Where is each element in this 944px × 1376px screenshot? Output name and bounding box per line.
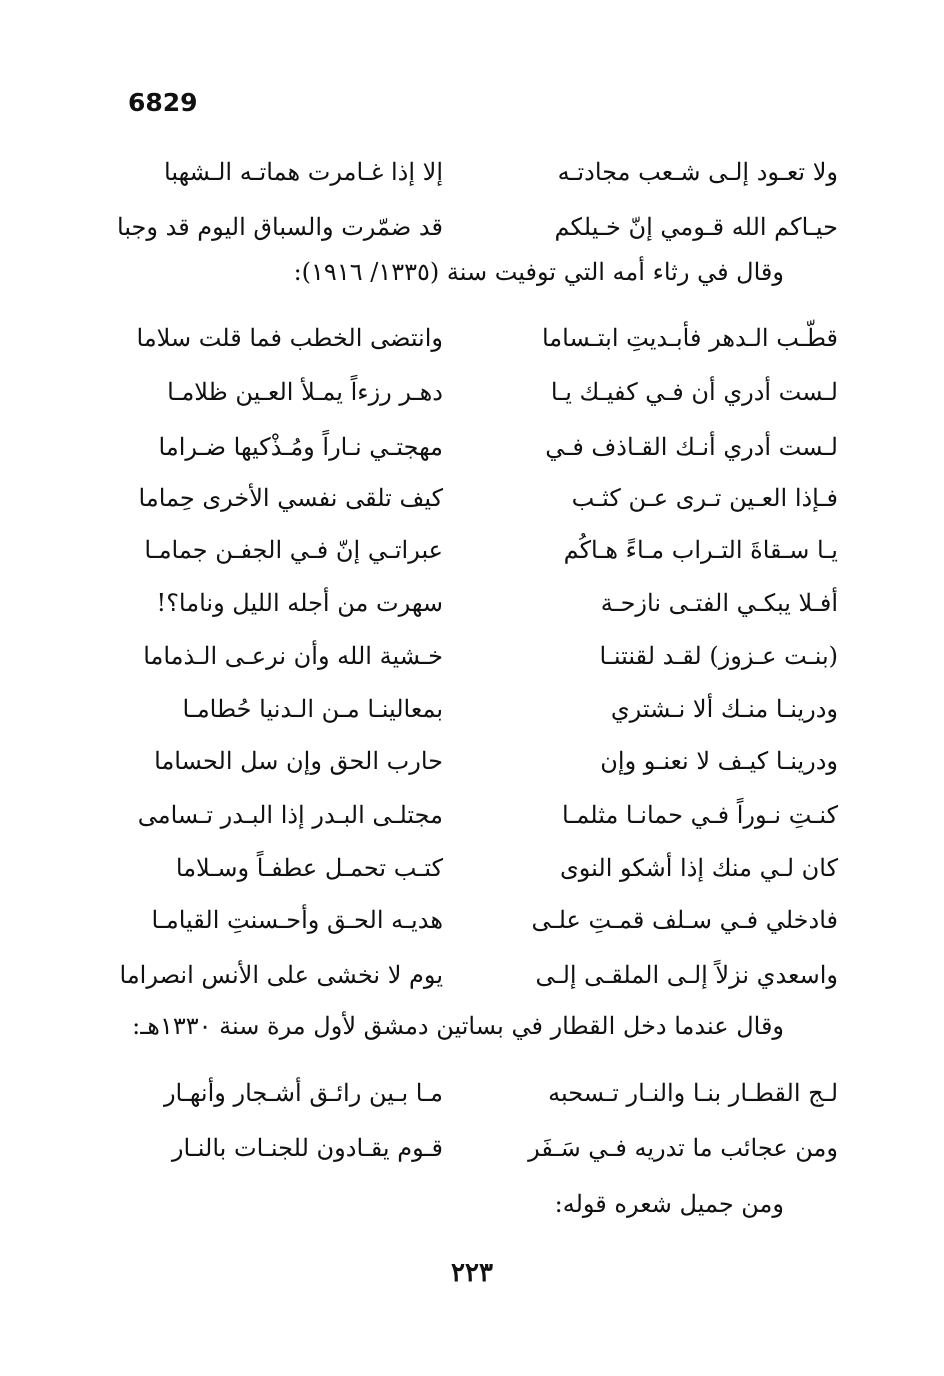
verse-second-hemistich: خـشية الله وأن نرعـى الـذماما: [143, 642, 443, 670]
verse-line: [128, 900, 838, 940]
verse-second-hemistich: دهـر رزءاً يمـلأ العـين ظلامـا: [167, 378, 443, 406]
verse-first-hemistich: ولا تعـود إلـى شـعب مجادتـه: [557, 158, 838, 186]
verse-first-hemistich: يـا سـقاةَ التـراب مـاءً هـاكُم: [563, 536, 838, 564]
verse-first-hemistich: ومن عجائب ما تدريه فـي سَـفَر: [528, 1134, 838, 1162]
verse-second-hemistich: مجتلـى البـدر إذا البـدر تـسامى: [137, 801, 443, 829]
verse-line: [128, 1128, 838, 1168]
verse-second-hemistich: كتـب تحمـل عطفـاً وسـلاما: [175, 854, 443, 882]
verse-line: [128, 1073, 838, 1113]
verse-second-hemistich: يوم لا نخشى على الأنس انصراما: [119, 961, 443, 989]
verse-line: [128, 741, 838, 781]
verse-second-hemistich: سهرت من أجله الليل وناما؟!: [156, 589, 443, 617]
section-intro-poem: ومن جميل شعره قوله:: [554, 1190, 784, 1218]
section-intro-train: وقال عندما دخل القطار في بساتين دمشق لأول مرة سنة ١٣٣٠هـ:: [132, 1012, 784, 1040]
verse-first-hemistich: حيـاكم الله قـومي إنّ خـيلكم: [554, 213, 838, 241]
verse-second-hemistich: بمعالينـا مـن الـدنيا حُطامـا: [182, 695, 443, 723]
verse-second-hemistich: عبراتـي إنّ فـي الجفـن جمامـا: [144, 536, 443, 564]
verse-line: [128, 478, 838, 518]
verse-line: [128, 372, 838, 412]
verse-line: [128, 583, 838, 623]
verse-line: [117, 207, 838, 247]
verse-second-hemistich: وانتضى الخطب فما قلت سلاما: [136, 324, 443, 352]
verse-first-hemistich: ودرينـا كيـف لا نعنـو وإن: [600, 747, 838, 775]
verse-second-hemistich: قد ضمّرت والسباق اليوم قد وجبا: [117, 213, 443, 241]
verse-line: [119, 955, 838, 995]
page-number: ٢٢٣: [451, 1258, 493, 1288]
verse-second-hemistich: مـا بـين رائـق أشـجار وأنهـار: [163, 1079, 443, 1107]
verse-first-hemistich: (بنـت عـزوز) لقـد لقنتنـا: [599, 642, 838, 670]
verse-line: [128, 152, 838, 192]
verse-second-hemistich: حارب الحق وإن سل الحساما: [154, 747, 443, 775]
section-intro-elegy: وقال في رثاء أمه التي توفيت سنة (١٣٣٥/ ١٩١٦):: [293, 258, 784, 286]
verse-line: [128, 427, 838, 467]
verse-second-hemistich: قـوم يقـادون للجنـات بالنـار: [171, 1134, 443, 1162]
verse-second-hemistich: كيف تلقى نفسي الأخرى حِماما: [138, 484, 443, 512]
verse-line: [128, 318, 838, 358]
verse-line: [128, 636, 838, 676]
verse-line: [128, 795, 838, 835]
verse-first-hemistich: واسعدي نزلاً إلـى الملقـى إلـى: [535, 961, 838, 989]
page-id: 6829: [128, 88, 198, 117]
verse-first-hemistich: كان لـي منك إذا أشكو النوى: [559, 854, 838, 882]
verse-first-hemistich: ودرينـا منـك ألا نـشتري: [610, 695, 838, 723]
verse-first-hemistich: كنـتِ نـوراً فـي حمانـا مثلمـا: [562, 801, 838, 829]
verse-second-hemistich: مهجتـي نـاراً ومُـذْكيها ضـراما: [158, 433, 443, 461]
verse-line: [128, 848, 838, 888]
verse-first-hemistich: لـج القطـار بنـا والنـار تـسحبه: [548, 1079, 838, 1107]
verse-line: [128, 689, 838, 729]
verse-first-hemistich: لـست أدري أنـك القـاذف فـي: [545, 433, 838, 461]
verse-first-hemistich: أفـلا يبكـي الفتـى نازحـة: [600, 589, 838, 617]
verse-first-hemistich: فادخلي فـي سـلف قمـتِ علـى: [531, 906, 838, 934]
verse-line: [128, 530, 838, 570]
verse-first-hemistich: فـإذا العـين تـرى عـن كثـب: [571, 484, 838, 512]
verse-second-hemistich: هديـه الحـق وأحـسنتِ القيامـا: [151, 906, 443, 934]
verse-second-hemistich: إلا إذا غـامرت هماتـه الـشهبا: [164, 158, 443, 186]
verse-first-hemistich: لـست أدري أن فـي كفيـك يـا: [550, 378, 838, 406]
verse-first-hemistich: قطّـب الـدهر فأبـديتِ ابتـساما: [541, 324, 838, 352]
